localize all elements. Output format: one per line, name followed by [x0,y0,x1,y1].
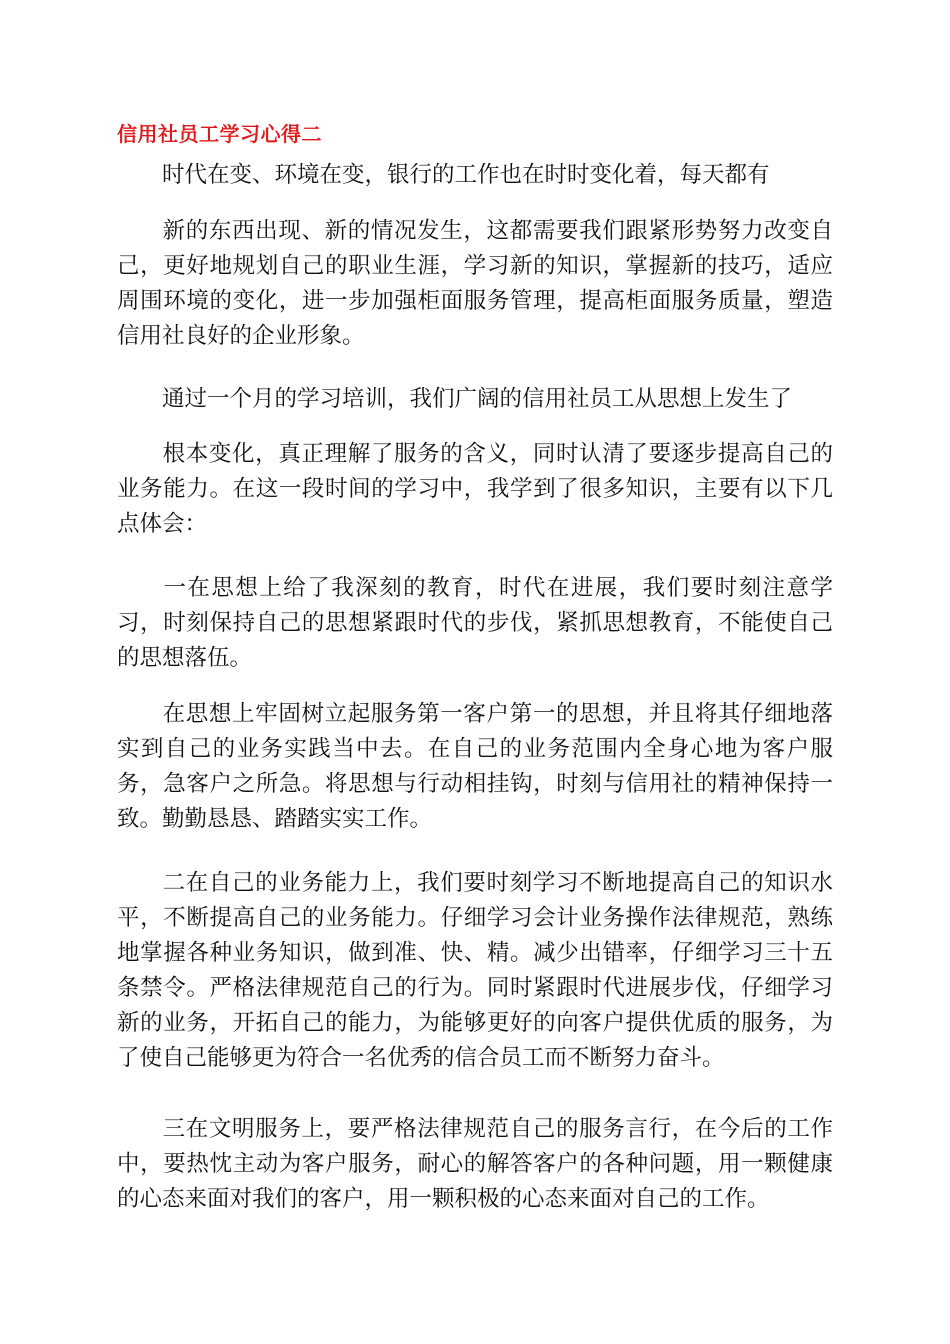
paragraph-7-text: 二在自己的业务能力上，我们要时刻学习不断地提高自己的知识水平，不断提高自己的业务能力。仔细学习会计业务操作法律规范，熟练地掌握各种业务知识，做到准、快、精。减少出错率，仔细学习三十五条禁令。严格法律规范自己的行为。同时紧跟时代进展步伐，仔细学习新的业务，开拓自己的能力，为能够更好的向客户提供优质的服务，为了使自己能够更为符合一名优秀的信合员工而不断努力奋斗。 [117,870,833,1071]
paragraph-3-text: 通过一个月的学习培训，我们广阔的信用社员工从思想上发生了 [162,386,793,412]
paragraph-7 [117,866,833,1076]
paragraph-5 [117,571,833,676]
paragraph-4 [117,437,833,542]
document-title: 信用社员工学习心得二 [117,122,322,146]
paragraph-8 [117,1112,833,1217]
paragraph-6 [117,697,833,837]
paragraph-3 [117,382,833,417]
paragraph-1-text: 时代在变、环境在变，银行的工作也在时时变化着，每天都有 [162,162,770,188]
paragraph-1 [117,158,833,193]
paragraph-2 [117,214,833,354]
paragraph-8-text: 三在文明服务上，要严格法律规范自己的服务言行，在今后的工作中，要热忱主动为客户服务，耐心的解答客户的各种问题，用一颗健康的心态来面对我们的客户，用一颗积极的心态来面对自己的工作。 [117,1116,833,1212]
paragraph-4-text: 根本变化，真正理解了服务的含义，同时认清了要逐步提高自己的业务能力。在这一段时间的学习中，我学到了很多知识，主要有以下几点体会： [117,441,833,537]
paragraph-2-text: 新的东西出现、新的情况发生，这都需要我们跟紧形势努力改变自己，更好地规划自己的职业生涯，学习新的知识，掌握新的技巧，适应周围环境的变化，进一步加强柜面服务管理，提高柜面服务质量，塑造信用社良好的企业形象。 [117,218,833,349]
paragraph-6-text: 在思想上牢固树立起服务第一客户第一的思想，并且将其仔细地落实到自己的业务实践当中去。在自己的业务范围内全身心地为客户服务，急客户之所急。将思想与行动相挂钩，时刻与信用社的精神保持一致。勤勤恳恳、踏踏实实工作。 [117,701,833,832]
paragraph-5-text: 一在思想上给了我深刻的教育，时代在进展，我们要时刻注意学习，时刻保持自己的思想紧跟时代的步伐，紧抓思想教育，不能使自己的思想落伍。 [117,575,833,671]
